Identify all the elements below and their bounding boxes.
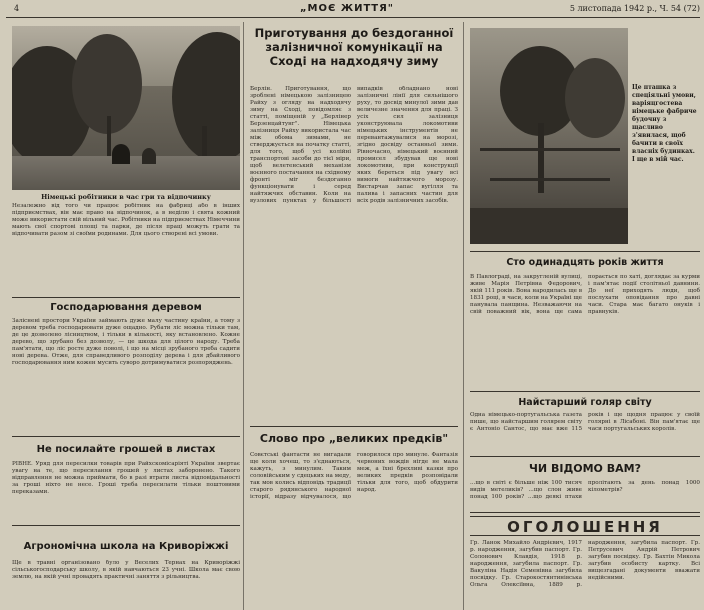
right-photo-caption: Це пташка з спеціяльні умови, варіяцгостева німецьке фабриче будочну з щасливо з'явилася, щоб бачити в своїх власніх будинках. І ще в мій час. — [632, 84, 697, 163]
issue-date: 5 листопада 1942 р., Ч. 54 (72) — [569, 4, 700, 13]
right-photo — [470, 28, 628, 244]
goalkeeper-title: Найстарший голяр світу — [518, 397, 652, 408]
page-number: 4 — [14, 4, 20, 13]
forest-title: Господарювання деревом — [50, 302, 202, 313]
left-intro-text: Незалежно від того чи працює робітник на фабриці або в інших підприємствах, він має право на відпочинок, а в неділю і свята кожний може використати свій вільний час. Робітники на підприємствах Німеччини мають свої спортові площі та парки, де після праці можуть грати та відпочивати разом зі своїми родинами. Для цього створені всі умови. — [12, 203, 240, 237]
forest-text: Заліснені простори України займають дуже малу частину країни, а тому з деревом треба господарювати дуже ощадно. Рубати ліс можна тільки там, де це дозволено лісництвом, і тільки в кількості, яку встановлено. Кожне дерево, що зрубано без дозволу, — це шкода для цілого народу. Треба пам'ятати, що ліс росте дуже поволі, і що на місці зрубаного треба садити нові дерева. Отже, для справедливого розподілу дерева і для дбайливого господарювання ним кожен мусить суворо дотримуватися розпоряджень. — [12, 318, 240, 366]
ancestors-text: Совєтські фантасти не вигадали ще коли хочеш, то з'єднаються, кажуть, з минулим. Таким соловійським у сдецьких на меду, так мов колись відповідь традиції старого рядянського народної історії, відразу відчувалося, що говорилося про минуле. Фантазія червоних вождів нігде не мала меж, а їхні брехливі казки про великих предків розповідали тільки для того, щоб обдурити народ. — [250, 452, 458, 500]
ancestors-title: Слово про „великих предків" — [259, 432, 449, 445]
left-photo-caption: Німецькі робітники в час гри та відпочинку — [41, 193, 211, 201]
money-text: РІВНЕ. Уряд для пересилки товарів при Райхскомісаріяті України звертає увагу на те, що пересилання грошей у листах заборонено. Такого відправлення не можна приймати, бо в разі втрати листа відповідальності за гроші ніхто не несе. Гроші треба пересилати тільки поштовими переказами. — [12, 461, 240, 495]
money-title: Не посилайте грошей в листах — [36, 444, 216, 455]
agro-text: Ще в травні організовано було у Веселих Тернах на Криворіжжі сільськогосподарську школу, в якій навчаються 23 учні. Школа має свою землю, на якій учні провадять практичні заняття з рільництва. — [12, 560, 240, 580]
age-title: Сто одинадцять років життя — [506, 257, 664, 268]
age-text: В Павлограді, на закругленій вулиці, живе Марія Петрівна Федорович, якій 111 років. Вона народилась ще в 1831 році, в часи, коли на Україні ще панувала панщина. Незважаючи на свій поважний вік, вона ще сама порається по хаті, доглядає за курми і пам'ятає події столітньої давнини. До неї приходять люди, щоб послухати оповідання про давні часи. Стара має багато онуків і правнуків. — [470, 274, 700, 315]
left-photo — [12, 26, 240, 190]
quiz-text: ...що в світі є більше ніж 100 тисяч видів метеликів? ...що слон живе понад 100 років? ...що деякі птахи пролітають за день понад 1000 кілометрів? — [470, 480, 700, 500]
masthead: „МОЄ ЖИТТЯ" — [299, 3, 394, 14]
railway-text: Берлін. Приготування, що зроблені німецькою залізницею Райху з огляду на надходячу зиму на Сході, повідомляє з статті, поміщеній у „Берлінер Берзенцайтунг". Німецька залізниця Райху використала час між обома зимами, не стверджується на початку статті, для того, щоб усі колійні транспортові засоби до тієї міри, щоб велетенський механізм воєнного постачання на східному фронті міг бездоганно функціонувати і серед найтяжчих обставин. Коли на вузлових пунктах у більшості випадків обладнано нові залізничні лінії для сильнішого руху, то досвід минулої зими дав величезне значення для праці. З усіх сил залізниця уконструювала локомотиви німецьких інструментів не перевантажувалися на морозі, згідно досвіду останньої зими. Рівночасно, німецький воєнний промисел збудував ще нові локомотиви, при конструкції яких береться під увагу всі вимоги найтяжчого морозу. Вистарчав запас вугілля та палива і запасних частин для всіх родів залізничних засобів. — [250, 86, 458, 204]
announcements-text: Гр. Ланок Михайло Андрієвич, 1917 р. народження, загубив паспорт. Гр. Солонович Клавдія, 1918 р. народження, загубила паспорт. Гр. Вакуліна Надія Семенівна загубила посвідку. Гр. Старокостянтинівська Ольга Олексіївна, 1889 р. народження, загубила паспорт. Гр. Петрусевич Андрій Петрович загубив посвідку. Гр. Бахтін Микола загубив особисту картку. Всі вищезгадані документи вважати недійсними. — [470, 540, 700, 588]
quiz-title: ЧИ ВІДОМО ВАМ? — [529, 462, 641, 475]
announcements-title: ОГОЛОШЕННЯ — [470, 516, 700, 536]
agro-title: Агрономічна школа на Криворіжжі — [23, 541, 229, 552]
railway-title: Приготування до бездоганної залізничної комунікації на Сході на надходячу зиму — [254, 26, 454, 68]
goalkeeper-text: Одна німецько-португальська газета пише, що найстаршим голярем світу є Антоніо Сантос, що має вже 115 років і ще щодня працює у своїй голярні в Лісабоні. Він пам'ятає ще часи португальських королів. — [470, 412, 700, 432]
